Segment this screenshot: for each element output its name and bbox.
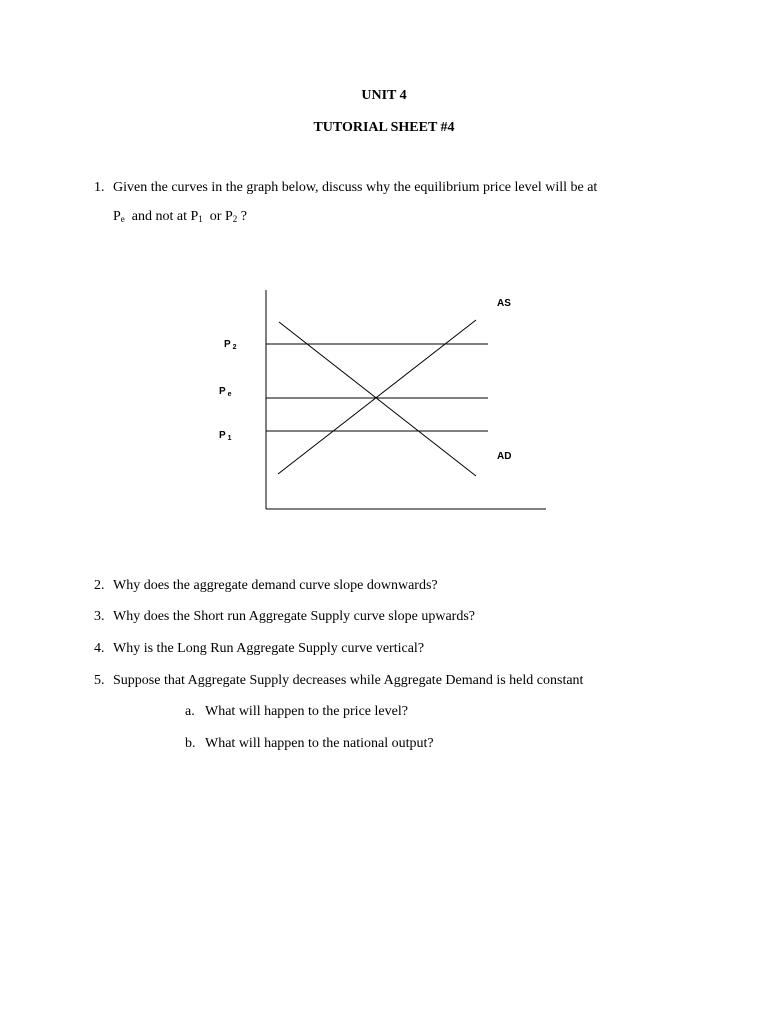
- question-text: Why is the Long Run Aggregate Supply curve vertical?: [113, 641, 425, 656]
- subquestion-letter: a.: [185, 704, 195, 719]
- unit-title: UNIT 4: [361, 88, 407, 103]
- ad-label: AD: [497, 451, 512, 462]
- question-number: 1.: [94, 180, 105, 195]
- question-text-or: or P: [209, 209, 233, 224]
- p1-label: P 1: [219, 430, 232, 442]
- ad-curve: [279, 322, 476, 476]
- tutorial-sheet-title: TUTORIAL SHEET #4: [313, 120, 455, 135]
- question-number: 5.: [94, 673, 105, 688]
- question-3: [94, 609, 475, 625]
- as-label: AS: [497, 298, 511, 309]
- pe-symbol: $P_e$: [113, 209, 125, 224]
- question-number: 4.: [94, 641, 105, 656]
- p2-subscript: 2: [232, 214, 238, 224]
- question-text-end: ?: [240, 209, 247, 224]
- as-curve: [278, 320, 476, 474]
- question-text: Suppose that Aggregate Supply decreases while Aggregate Demand is held constant: [113, 673, 584, 688]
- question-number: 2.: [94, 578, 105, 593]
- subquestion-text: What will happen to the national output?: [205, 736, 434, 751]
- question-4: [94, 641, 424, 657]
- question-text-mid: and not at P: [131, 209, 199, 224]
- p1-subscript: 1: [198, 214, 203, 224]
- question-2: [94, 578, 438, 594]
- question-5: [94, 673, 583, 689]
- p2-label: P 2: [224, 339, 237, 351]
- question-number: 3.: [94, 609, 105, 624]
- pe-label: P e: [219, 386, 232, 398]
- subquestion-text: What will happen to the price level?: [205, 704, 408, 719]
- subquestion-b: [185, 736, 434, 752]
- question-text: Why does the Short run Aggregate Supply curve slope upwards?: [113, 609, 475, 624]
- subquestion-a: [185, 704, 408, 720]
- question-text: Given the curves in the graph below, discuss why the equilibrium price level will be at: [113, 180, 598, 195]
- subquestion-letter: b.: [185, 736, 196, 751]
- question-text: Why does the aggregate demand curve slope downwards?: [113, 578, 438, 593]
